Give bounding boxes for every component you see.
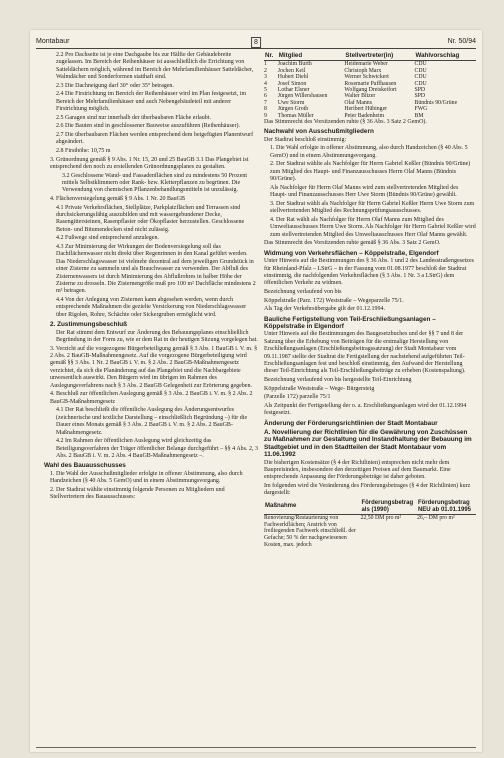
section-heading: A. Novellierung der Richtlinien für die Gewährung von Zuschüssen zu Maßnahmen zur Gestaltung und Instandhaltung der Bebauung im Stadtgebiet und in den Stadtteilen der Stadt Montabaur vom 11.06.1992 bbox=[264, 428, 472, 459]
table-cell: 5 bbox=[264, 87, 267, 94]
paragraph: 2.4 Die Firstrichtung im Bereich der Reihenhäuser wird im Plan festgesetzt, im Bereich der Mehrfamilienhäuser und auch Nebengebäudeteil mit anderer Firstrichtung möglich. bbox=[56, 91, 247, 113]
table-cell: 26,– DM pro m² bbox=[416, 515, 455, 522]
right-paragraphs bbox=[264, 119, 476, 498]
paragraph: 2. Der Stadtrat wählte als Nachfolger für Herrn Gabriel Keßler (Bündnis 90/Grüne) zum Mitglied des Haupt- und Finanzausschusses Herrn Olaf Manns (Bündnis 90/Grüne). bbox=[270, 161, 471, 183]
members-table-header bbox=[264, 52, 476, 61]
table-cell: 3 bbox=[264, 74, 267, 81]
table-cell: Renovierung/Restaurierung von Fachwerkflächen; Anstrich von freiliegenden Fachwerk einschließl. der Gefache; 50 % der nachgewiesenen Kosten, max. jedoch bbox=[264, 515, 356, 548]
section-heading: Nachwahl von Ausschußmitgliedern bbox=[264, 128, 374, 136]
table-cell: 7 bbox=[264, 99, 267, 106]
left-column bbox=[44, 52, 258, 503]
table-cell: Jürgen Groth bbox=[277, 106, 309, 113]
table-cell: Uwe Storm bbox=[277, 99, 305, 106]
table-cell: Peter Badenheim bbox=[344, 112, 385, 119]
table-cell: Jochen Keil bbox=[277, 67, 306, 74]
paragraph: 2. Zustimmungsbeschluß bbox=[50, 321, 128, 329]
paragraph: Bezeichnung verlaufend von bis hergestellte Teil-Einrichtung bbox=[264, 376, 412, 383]
page-header bbox=[36, 36, 476, 49]
members-header-cell: Mitglied bbox=[278, 52, 345, 61]
section-heading: Bauliche Fertigstellung von Teil-Erschließungsanlagen – Köppelstraße in Elgendorf bbox=[264, 315, 436, 330]
cost-table bbox=[264, 499, 476, 548]
table-cell: 2 bbox=[264, 67, 267, 74]
paragraph: Die bisherigen Kostensätze (§ 4 der Richtlinien) entsprechen nicht mehr dem Baupreisindex, insbesondere den derzeitigen Preisen auf dem Baumarkt. Eine entsprechende Anpassung der Förderungsbeträge ist daher geboten. bbox=[264, 459, 451, 481]
section-heading: Änderung der Förderungsrichtlinien der Stadt Montabaur bbox=[264, 419, 438, 427]
table-cell: BM bbox=[414, 112, 424, 119]
cost-header-cell: Förderungsbetrag NEU ab 01.01.1995 bbox=[417, 499, 476, 515]
paragraph: Unter Hinweis auf die Bestimmungen des Baugesetzbuches und der §§ 7 und 8 der Satzung über die Erhebung von Beiträgen für die erstmalige Herstellung von Erschließungsanlagen (Erschließungsbeitragssatzung) der Stadt Montabaur vom 09.11.1987 stellte der Stadtrat die Fertigstellung der nachstehend aufgeführten Teil-Erschließungsanlagen fest und beschloß einstimmig, den Aufwand der Herstellung dieser Teil-Einrichtung als Teil-Erschließungsbeiträge zu erheben (Kostenspaltung). bbox=[264, 331, 466, 375]
paragraph: 2.6 Die Bauten sind in geschlossener Bauweise auszuführen (Reihenhäuser). bbox=[56, 123, 240, 130]
table-row bbox=[264, 515, 476, 548]
members-table bbox=[264, 52, 476, 119]
table-cell: Olaf Manns bbox=[344, 99, 372, 106]
paragraph: 4.2 Im Rahmen der öffentlichen Auslegung wird gleichzeitig das Beteiligungsverfahren der Träger öffentlicher Belange durchgeführt – §§ 4 Abs. 2, 3 Abs. 2 BauGB i. V. m. 2 Abs. 4 BauGB-Maßnahmengesetz –. bbox=[56, 438, 259, 459]
paragraph: 4.1 Der Rat beschließt die öffentliche Auslegung des Änderungsentwurfes (zeichnerische und textliche Darstellung – einschließlich Begründung –) für die Dauer eines Monats gemäß § 3 Abs. 2 BauGB i. V. m. § 2 Abs. 2 BauGB-Maßnahmengesetz. bbox=[56, 407, 248, 436]
paragraph: Das Stimmrecht des Vorsitzenden ruhte gemäß § 36 Abs. 3 Satz 2 GemO. bbox=[264, 240, 441, 247]
paragraph: Der Stadtrat beschloß einstimmig: bbox=[264, 136, 347, 143]
members-header-cell: Wahlvorschlag bbox=[414, 52, 476, 61]
table-cell: Bündnis 90/Grüne bbox=[414, 99, 458, 106]
paragraph: 2.8 Firsthöhe: 10,75 m bbox=[56, 148, 111, 154]
table-cell: Joachim Burth bbox=[277, 61, 312, 68]
section-heading: Widmung von Verkehrsflächen – Köppelstraße, Elgendorf bbox=[264, 249, 439, 257]
cost-header-cell: Förderungsbetrag als (1990) bbox=[360, 499, 417, 515]
header-issue: Nr. 50/94 bbox=[447, 38, 476, 45]
table-cell: Rosemarie Paffhausen bbox=[344, 80, 397, 87]
header-page-number: 8 bbox=[251, 37, 261, 48]
newspaper-page bbox=[30, 30, 482, 752]
table-cell: Hubert Diehl bbox=[277, 74, 309, 81]
table-cell: CDU bbox=[414, 67, 427, 74]
paragraph: (Parzelle 172) parzelle 75/1 bbox=[264, 394, 331, 401]
paragraph: 3. Verzicht auf die vorgezogene Bürgerbeteiligung gemäß § 3 Abs. 1 BauGB i. V. m. § 2 Abs. 2 BauGB-Maßnahmengesetz. Auf die vorgezogene Bürgerbeteiligung wird gemäß §§ 3 Abs. 1 Nr. 2 BauGB i. V. m. § 2 Abs. 2 BauGB-Maßnahmengesetz verzichtet, da sich die Planänderung auf das Plangebiet und die Nachbargebiete unwesentlich auswirkt. Den Bürgern wird im übrigen im Rahmen des Auslegungsverfahrens nach § 3 Abs. 2 BauGB Gelegenheit zur Erörterung gegeben. bbox=[50, 345, 258, 389]
cost-table-header bbox=[264, 499, 476, 515]
paragraph: Unter Hinweis auf die Bestimmungen des § 36 Abs. 1 und 2 des Landesstraßengesetzes für Rheinland-Pfalz – LStrG – in der Fassung vom 01.08.1977 beschloß der Stadtrat einstimmig, die nachfolgenden Verkehrsflächen (§ 3 Abs. 1 Nr. 3 a LStrG) dem öffentlichen Verkehr zu widmen. bbox=[264, 258, 474, 287]
paragraph: Der Rat stimmt dem Entwurf zur Änderung des Bebauungsplanes einschließlich Begründung in der Form zu, wie er dem Rat in der heutigen Sitzung vorgelegen hat. bbox=[56, 329, 258, 344]
table-cell: Werner Schwickert bbox=[344, 74, 389, 81]
paragraph: 4. Beschluß zur öffentlichen Auslegung gemäß § 3 Abs. 2 BauGB i. V. m. § 2 Abs. 2 BauGB-Maßnahmengesetz bbox=[50, 391, 253, 405]
paragraph: Im folgenden wird die Veränderung des Förderungsbetrages (§ 4 der Richtlinien) kurz dargestellt: bbox=[264, 482, 471, 497]
paragraph: Köppelstraße Weststraße – Wege- Bürgersteig bbox=[264, 385, 375, 392]
paragraph: 2.2 Pro Dachseite ist je eine Dachgaube bis zur Hälfte der Gebäudebreite zugelassen. Im Bereich der Reihenhäuser ist ausschließlich die Errichtung von Satteldächern möglich, während im Bereich der Mehrfamilienhäuser Satteldächer, Walmdächer und Sonderformen statthaft sind. bbox=[56, 52, 254, 81]
paragraph: Köppelstraße (Parz. 172) Weststraße – Wegeparzelle 75/1. bbox=[264, 297, 404, 304]
paragraph: 2.7 Die überbaubaren Flächen werden entsprechend dem beigefügten Planentwurf abgeändert. bbox=[56, 132, 254, 146]
paragraph: 4.2 Fußwege sind entsprechend anzulegen. bbox=[56, 235, 159, 242]
table-cell: Heribert Hübinger bbox=[344, 106, 388, 113]
section-heading: Wahl des Bauausschusses bbox=[44, 462, 126, 470]
paragraph: Als Tag der Verkehrsübergabe gilt der 01.12.1994. bbox=[264, 306, 386, 313]
table-cell: FWG bbox=[414, 106, 428, 113]
table-cell: Thomas Müller bbox=[277, 112, 314, 119]
paragraph: 4.4 Von der Anlegung von Zisternen kann abgesehen werden, wenn durch entsprechende Maßnahmen die gezielte Versickerung von Niederschlagswasser über Rigolen, Rohre, Schächte oder Sickergruben ermöglicht wird. bbox=[56, 297, 247, 318]
members-header-cell: Stellvertreter(in) bbox=[344, 52, 414, 61]
right-column bbox=[264, 52, 476, 548]
table-cell: Josef Simon bbox=[277, 80, 307, 87]
cost-header-cell: Maßnahme bbox=[264, 499, 360, 515]
header-town: Montabaur bbox=[36, 38, 70, 45]
table-cell: CDU bbox=[414, 61, 427, 68]
table-cell: CDU bbox=[414, 74, 427, 81]
members-header-cell: Nr. bbox=[264, 52, 278, 61]
table-cell: CDU bbox=[414, 80, 427, 87]
paragraph: 3. Grünordnung gemäß § 9 Abs. 1 Nr. 15, 20 und 25 BauGB 3.1 Das Plangebiet ist entsprechend den noch zu erstellenden Grünordnungsplanes zu gestalten. bbox=[50, 156, 249, 170]
paragraph: 4. Der Rat wählt als Nachfolger für Herrn Olaf Manns zum Mitglied des Umweltausschusses Herrn Uwe Storm. Als Nachfolger für Herrn Gabriel Keßler wird zum stellvertretenden Mitglied des Umweltausschusses Herr Olaf Manns gewählt. bbox=[270, 216, 476, 238]
paragraph: 2. Der Stadtrat wählte einstimmig folgende Personen zu Mitgliedern und Stellvertretern des Bauausschusses: bbox=[50, 486, 225, 501]
paragraph: Als Nachfolger für Herrn Olaf Manns wird zum stellvertretenden Mitglied des Haupt- und Finanzausschusses Herr Uwe Storm (Bündnis 90/Grüne) gewählt. bbox=[270, 184, 459, 199]
table-cell: 9 bbox=[264, 112, 267, 119]
table-cell: 22,50 DM pro m² bbox=[360, 515, 402, 522]
paragraph: 2.3 Die Dachneigung darf 30° oder 35° betragen. bbox=[56, 82, 174, 89]
paragraph: 2.5 Garagen sind nur innerhalb der überbaubaren Fläche erlaubt. bbox=[56, 114, 211, 121]
table-cell: Jürgen Willershausen bbox=[277, 93, 328, 100]
table-row bbox=[264, 61, 476, 68]
table-cell: 6 bbox=[264, 93, 267, 100]
paragraph: Bezeichnung verlaufend von bis bbox=[264, 288, 342, 295]
paragraph: 3. Der Stadtrat wählt als Nachfolger für Herrn Gabriel Keßler Herrn Uwe Storm zum stellvertretenden Mitglied des Rechnungsprüfungsausschusses. bbox=[270, 200, 475, 215]
page-bottom-rule bbox=[36, 747, 476, 748]
table-cell: Walter Bitzer bbox=[344, 93, 376, 100]
table-cell: Christoph Marx bbox=[344, 67, 382, 74]
paragraph: 3.2 Geschlossene Wand- und Fassadenflächen sind zu mindestens 50 Prozent mittels Selbstklimmern oder Rank- bzw. Kletterpflanzen zu begrünen. Die Verwendung von chemischen Pflanzenbehandlungsmitteln ist unzulässig. bbox=[62, 172, 248, 194]
table-cell: SPD bbox=[414, 87, 426, 94]
paragraph: Das Stimmrecht des Vorsitzenden ruhte (§ 36 Abs. 3 Satz 2 GemO). bbox=[264, 119, 427, 126]
paragraph: 1. Die Wahl der Ausschußmitglieder erfolgte in offener Abstimmung, also durch Handzeichen (§ 40 Abs. 5 GemO) und in einem Abstimmungsvorgang. bbox=[50, 470, 243, 485]
paragraph: Als Zeitpunkt der Fertigstellung der o. a. Erschließungsanlagen wird der 01.12.1994 festgesetzt. bbox=[264, 402, 467, 417]
table-cell: 8 bbox=[264, 106, 267, 113]
table-cell: SPD bbox=[414, 93, 426, 100]
table-cell: Wolfgang Dreiskeifort bbox=[344, 87, 397, 94]
table-cell: 4 bbox=[264, 80, 267, 87]
table-cell: Lothar Elsner bbox=[277, 87, 310, 94]
paragraph: 4.1 Private Verkehrsflächen, Stellplätze, Parkplatzflächen und Terrassen sind durchsickerungsfähig auszubilden und mit wassergebundener Decke, Rasengittersteinen, Rasenpflaster oder Ökopflaster herzustellen. Geschlossene Beton- und Bitumendecken sind nicht zulässig. bbox=[56, 204, 245, 233]
table-cell: 1 bbox=[264, 61, 267, 68]
paragraph: 4. Flächenversiegelung gemäß § 9 Abs. 1 Nr. 20 BauGB bbox=[50, 196, 185, 202]
paragraph: 1. Die Wahl erfolgte in offener Abstimmung, also durch Handzeichen (§ 40 Abs. 5 GemO) und in einem Abstimmungsvorgang. bbox=[270, 145, 468, 159]
paragraph: 4.3 Zur Minimierung der Wirkungen der Bodenversiegelung soll das Dachflächenwasser nicht direkt über Regenrinnen in den Kanal geführt werden. Das Niederschlagswasser ist vielmehr dezentral auf dem jeweiligen Grundstück in einer Zisterne zu sammeln und als Brauchwasser zu verwenden. Der Abfluß des Zisternenwassers ist durch Minimierung des Abflußrohres in halber Höhe der Zisterne zu drosseln. Die Zisternengröße muß pro 100 m² Dachfläche mindestens 2 m³ betragen. bbox=[56, 244, 256, 295]
table-cell: Heidemarie Weber bbox=[344, 61, 388, 68]
